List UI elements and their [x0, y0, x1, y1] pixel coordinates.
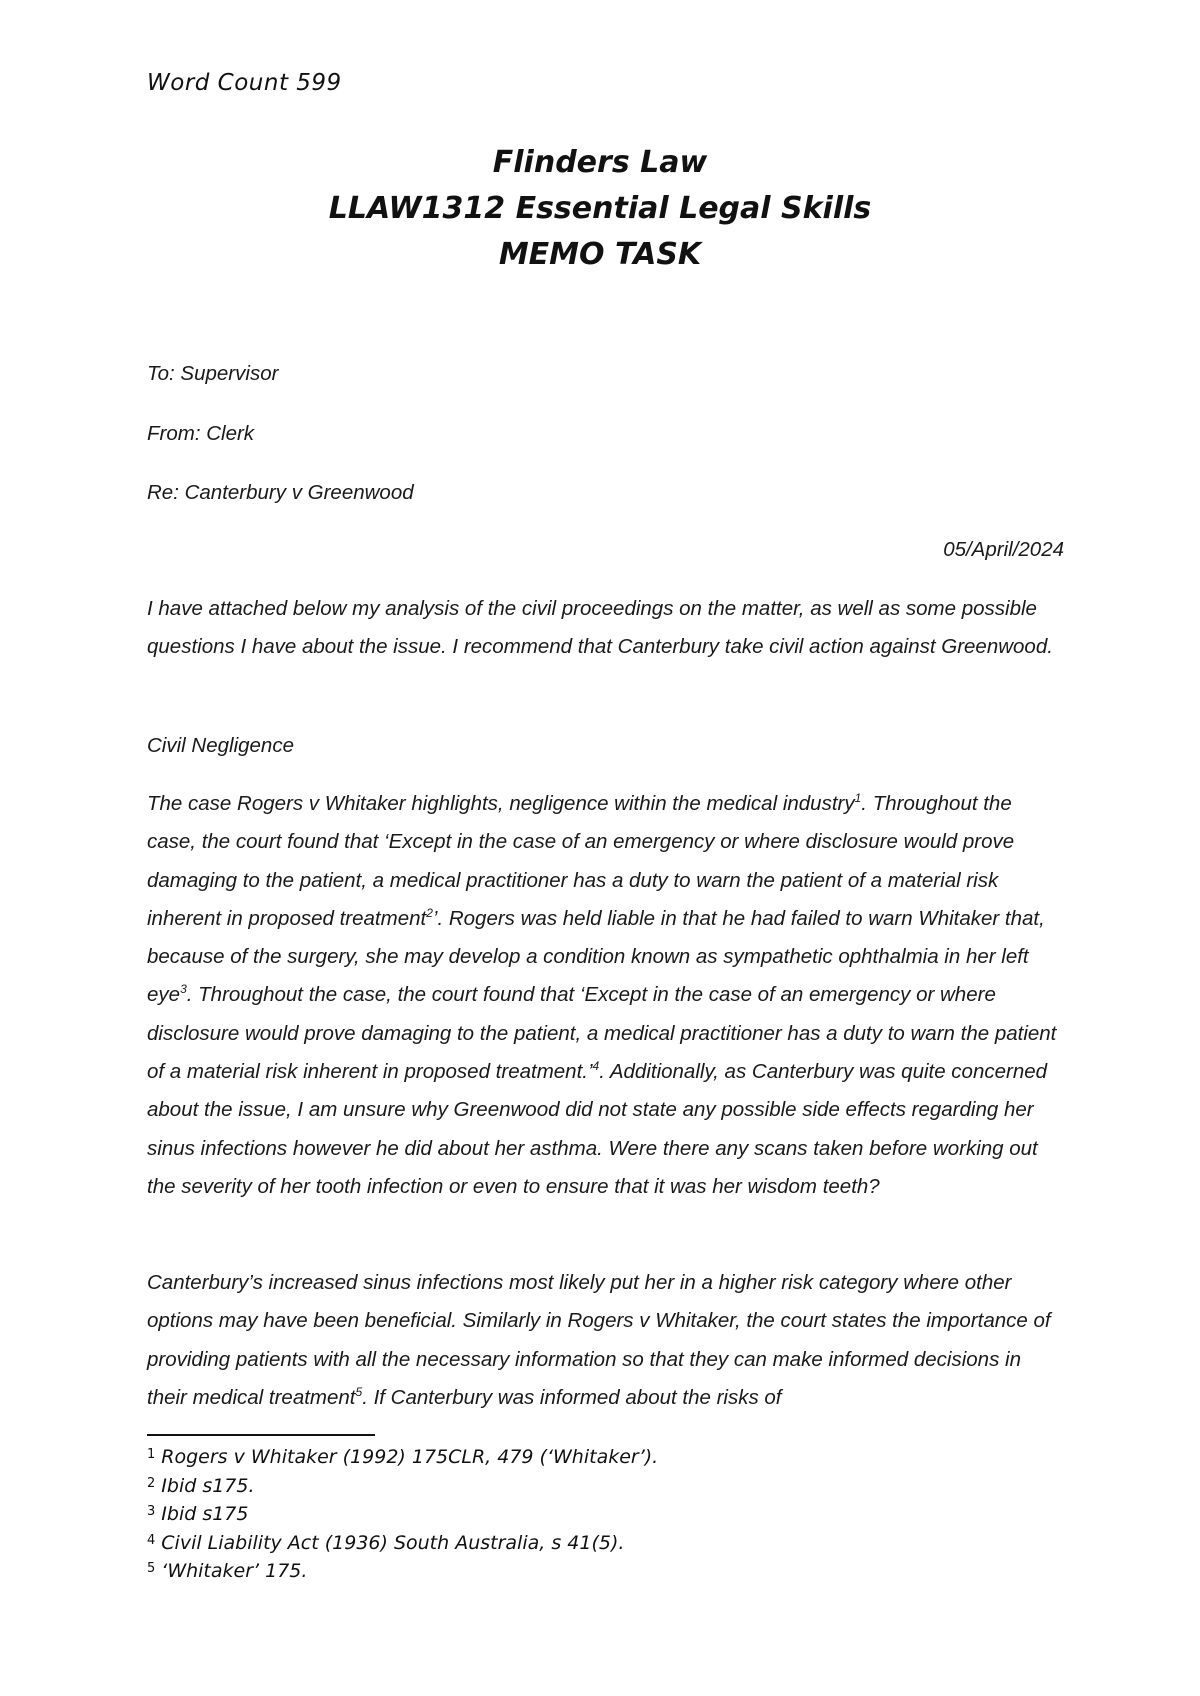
footnote-item	[147, 1556, 658, 1585]
section-heading: Civil Negligence	[147, 734, 294, 757]
footnote-text: Ibid s175	[161, 1503, 249, 1525]
intro-paragraph: I have attached below my analysis of the civil proceedings on the matter, as well as some possible questions I have about the issue. I recommend that Canterbury take civil action against Greenwood.	[147, 597, 1053, 659]
paragraph1-text-1: The case Rogers v Whitaker highlights, negligence within the medical industry	[147, 792, 855, 815]
footnote-item	[147, 1442, 658, 1471]
paragraph1-text-3: ’. Rogers was held liable in that he had failed to warn Whitaker that, because of the surgery, she may develop a condition known as sympathetic ophthalmia in her left eye	[147, 906, 1045, 1007]
paragraph-risk-category	[147, 1264, 1062, 1417]
paragraph1-text-4: . Throughout the case, the court found that ‘Except in the case of an emergency or where disclosure would prove damaging to the patient, a medical practitioner has a duty to warn the patient of a material risk inherent in proposed treatment.’	[147, 983, 1057, 1084]
footnote-text: ‘Whitaker’ 175.	[161, 1560, 308, 1582]
title-line-course: LLAW1312 Essential Legal Skills	[328, 191, 872, 226]
memo-to: To: Supervisor	[147, 362, 279, 385]
footnote-item	[147, 1528, 658, 1557]
footnote-text: Ibid s175.	[161, 1474, 255, 1497]
paragraph1-text-2: . Throughout the case, the court found that ‘Except in the case of an emergency or where disclosure would prove damaging to the patient, a medical practitioner has a duty to warn the patient of a material risk inherent in proposed treatment	[147, 792, 1015, 930]
footnote-text: Rogers v Whitaker (1992) 175CLR, 479 (‘Whitaker’).	[161, 1446, 659, 1468]
word-count: Word Count 599	[147, 70, 342, 96]
paragraph2-text-2: . If Canterbury was informed about the risks of	[362, 1385, 782, 1409]
title-line-institution: Flinders Law	[492, 145, 708, 180]
footnote-number: 2	[147, 1475, 156, 1491]
footnote-item	[147, 1499, 658, 1528]
title-line-task: MEMO TASK	[498, 237, 702, 272]
footnote-item	[147, 1471, 658, 1500]
memo-re: Re: Canterbury v Greenwood	[147, 481, 414, 504]
footnote-number: 5	[147, 1561, 156, 1576]
paragraph1-text-5: . Additionally, as Canterbury was quite concerned about the issue, I am unsure why Greenwood did not state any possible side effects regarding her sinus infections however he did about her asthma. Were there any scans taken before working out the severity of her tooth infection or even to ensure that it was her wisdom teeth?	[147, 1060, 1048, 1198]
footnotes-list	[147, 1442, 658, 1585]
footnote-ref-4[interactable]: 4	[592, 1059, 600, 1074]
document-title	[0, 140, 1200, 278]
footnote-separator	[147, 1434, 375, 1436]
memo-from: From: Clerk	[147, 422, 255, 445]
footnote-ref-3[interactable]: 3	[180, 982, 187, 997]
footnote-ref-5[interactable]: 5	[355, 1384, 363, 1399]
footnote-number: 3	[147, 1504, 156, 1519]
paragraph-civil-negligence	[147, 785, 1062, 1206]
footnote-text: Civil Liability Act (1936) South Australia, s 41(5).	[161, 1531, 625, 1554]
footnote-number: 4	[147, 1532, 156, 1548]
paragraph2-text-1: Canterbury’s increased sinus infections most likely put her in a higher risk category where other options may have been beneficial. Similarly in Rogers v Whitaker, the court states the importance of providing patients with all the necessary information so that they can make informed decisions in their medical treatment	[147, 1271, 1051, 1409]
footnote-ref-2[interactable]: 2	[426, 905, 433, 920]
footnote-number: 1	[147, 1447, 156, 1462]
footnote-ref-1[interactable]: 1	[854, 791, 862, 805]
memo-date: 05/April/2024	[943, 538, 1064, 561]
